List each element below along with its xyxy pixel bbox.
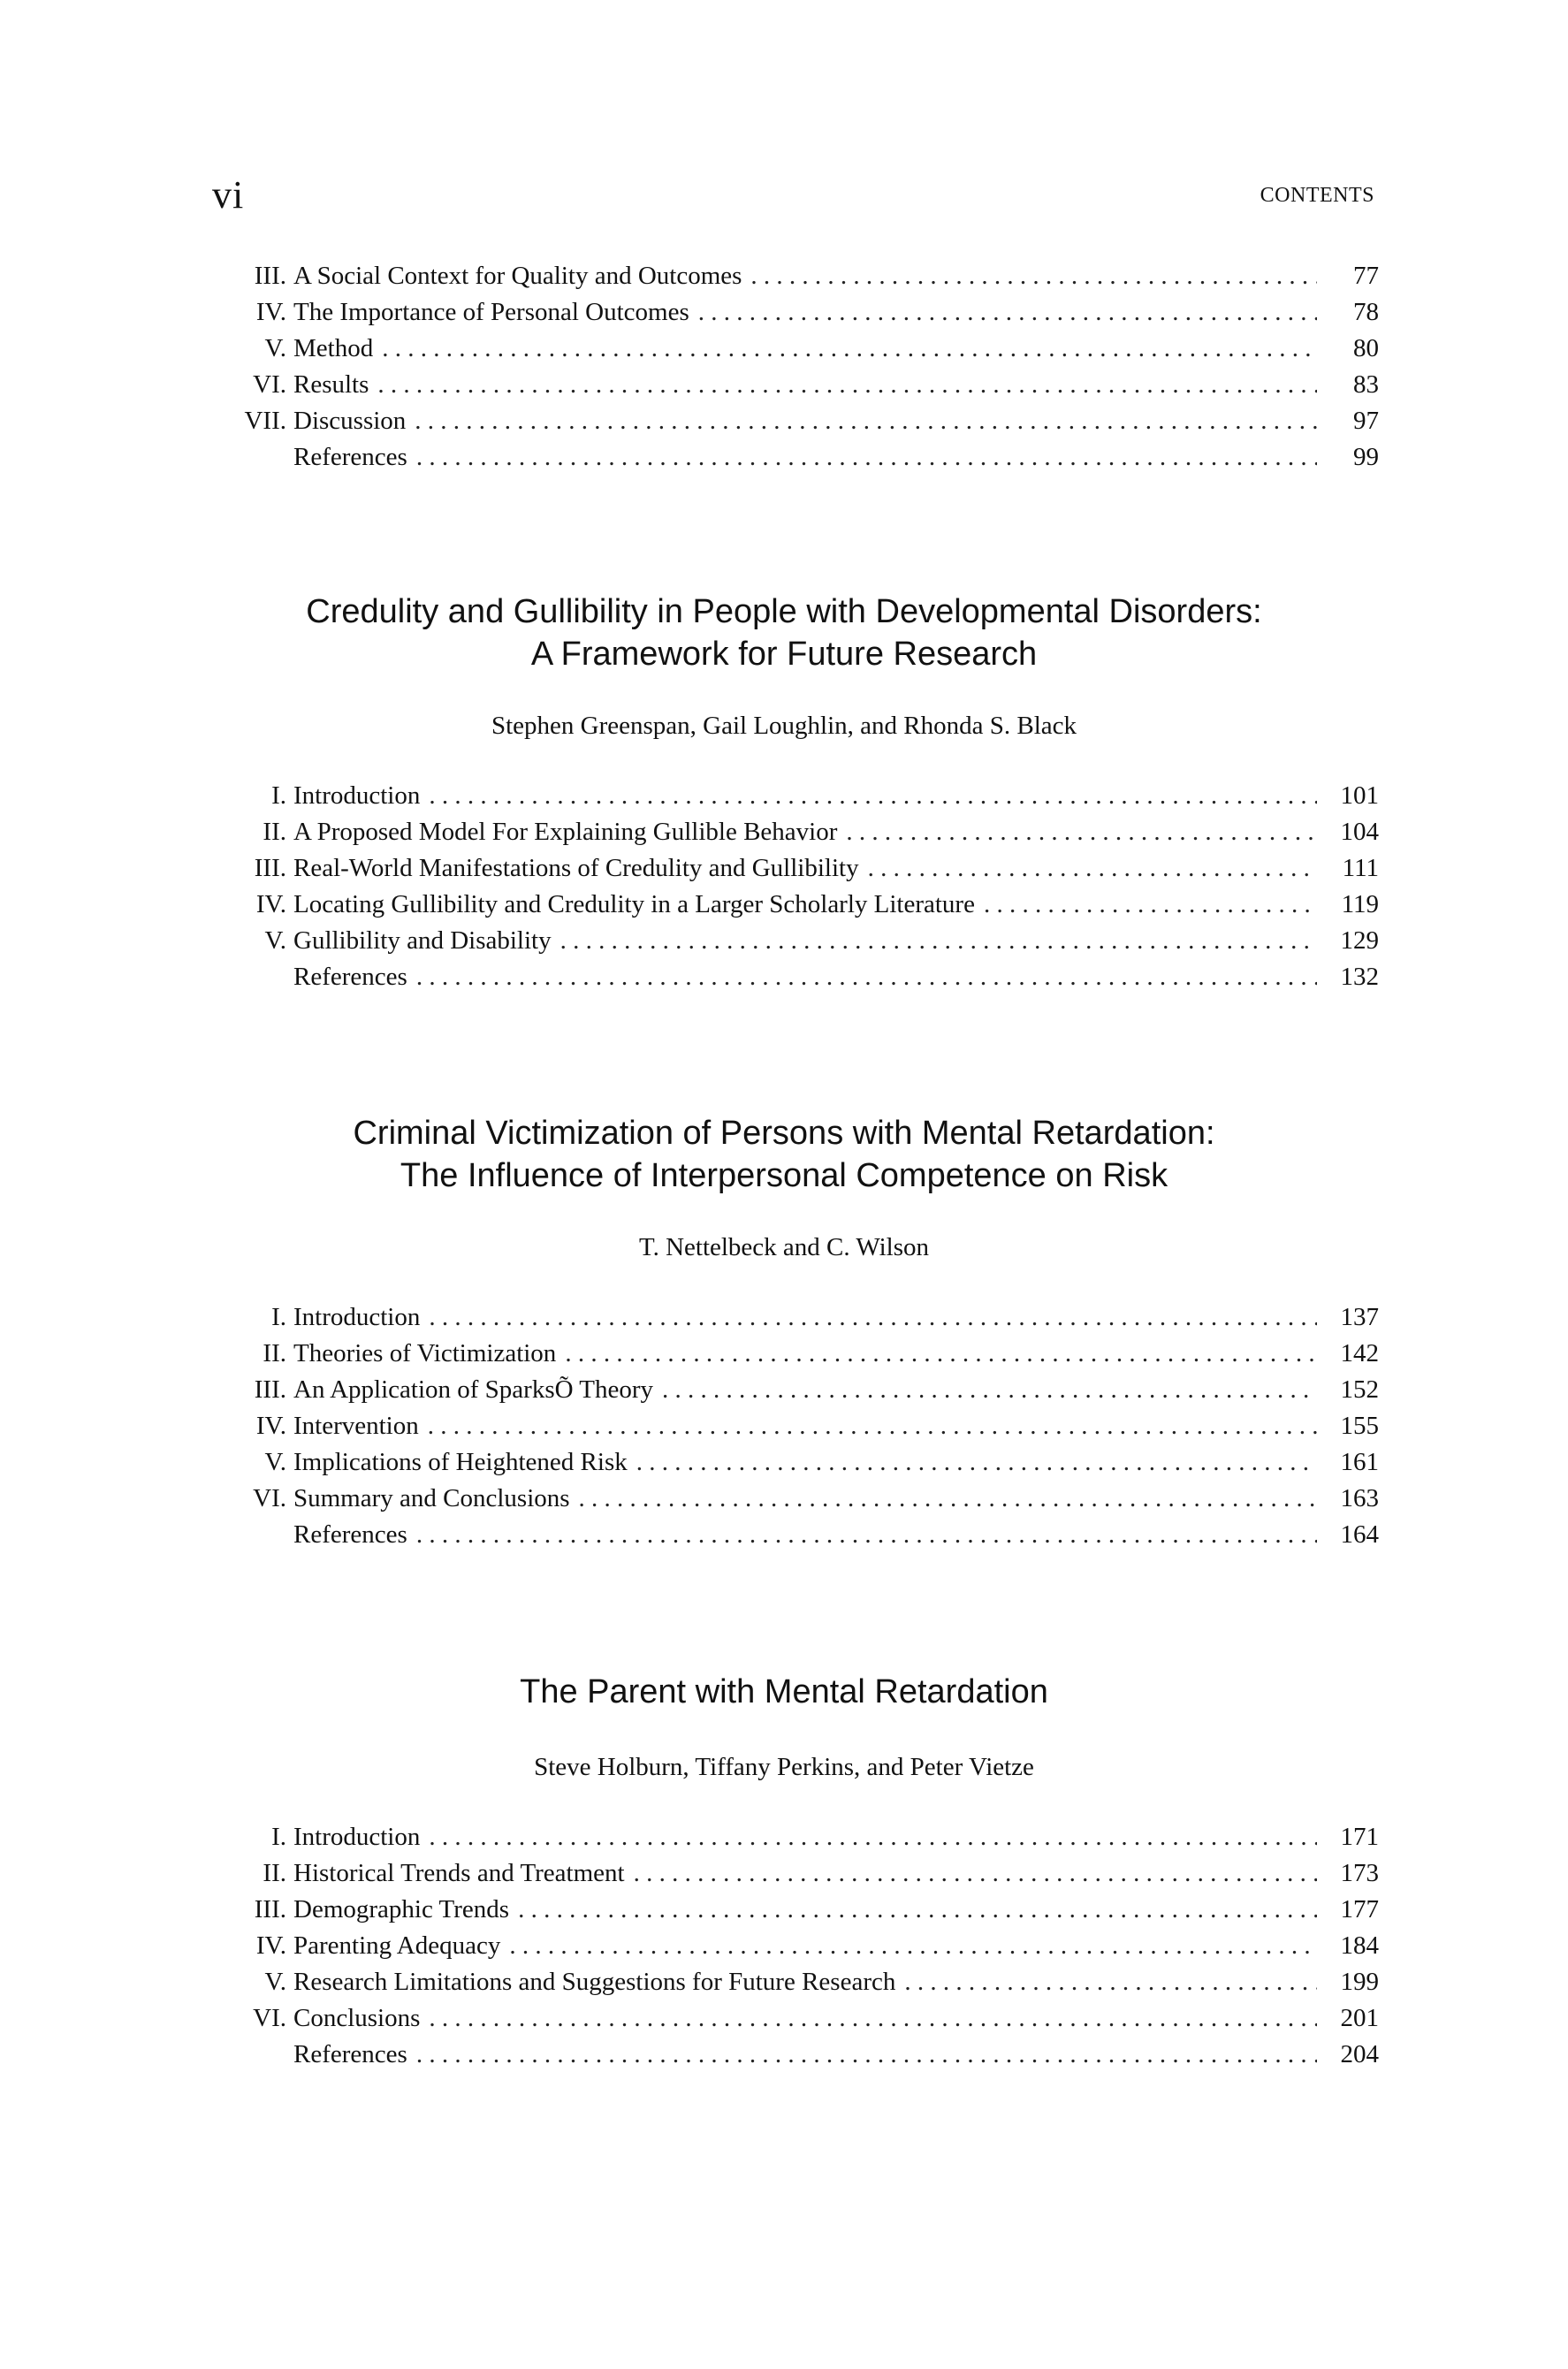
toc-chapter-2 — [230, 1299, 1379, 1553]
toc-leader-dots — [984, 887, 1317, 923]
toc-entry-title: Theories of Victimization — [293, 1339, 557, 1367]
toc-leader-dots — [415, 403, 1317, 439]
toc-entry — [230, 1372, 1379, 1408]
toc-entry-number: IV. — [255, 890, 286, 918]
toc-entry-page: 101 — [1340, 781, 1379, 810]
toc-entry-number: II. — [263, 1339, 286, 1367]
toc-entry-page: 99 — [1353, 443, 1379, 471]
toc-entry — [230, 1444, 1379, 1481]
chapter-title — [0, 590, 1568, 675]
toc-entry-title: References — [293, 443, 407, 471]
chapter-authors: T. Nettelbeck and C. Wilson — [639, 1233, 929, 1261]
chapter-title-line: The Influence of Interpersonal Competence on Risk — [400, 1157, 1168, 1194]
toc-leader-dots — [429, 778, 1317, 814]
toc-entry-number: VII. — [244, 407, 286, 435]
toc-entry-page: 97 — [1353, 407, 1379, 435]
toc-entry-number: II. — [263, 818, 286, 846]
toc-entry-title: Locating Gullibility and Credulity in a Larger Scholarly Literature — [293, 890, 975, 918]
toc-continued-section — [230, 258, 1379, 476]
toc-entry-title: Demographic Trends — [293, 1895, 510, 1923]
toc-entry-page: 199 — [1340, 1968, 1379, 1996]
running-head: CONTENTS — [1260, 184, 1374, 207]
toc-entry — [230, 1299, 1379, 1336]
toc-entry-page: 164 — [1340, 1520, 1379, 1549]
toc-entry-page: 184 — [1340, 1931, 1379, 1960]
toc-entry-number: VI. — [253, 1484, 286, 1512]
toc-entry — [230, 1517, 1379, 1553]
toc-leader-dots — [428, 1408, 1317, 1444]
toc-entry — [230, 887, 1379, 923]
toc-entry — [230, 439, 1379, 476]
toc-leader-dots — [868, 850, 1317, 887]
toc-entry-title: Conclusions — [293, 2004, 421, 2032]
toc-entry-page: 155 — [1340, 1412, 1379, 1440]
toc-entry-page: 171 — [1340, 1823, 1379, 1851]
toc-entry-title: A Social Context for Quality and Outcomes — [293, 262, 742, 290]
toc-entry — [230, 1336, 1379, 1372]
toc-entry — [230, 778, 1379, 814]
toc-entry — [230, 1964, 1379, 2000]
toc-entry-title: An Application of SparksÕ Theory — [293, 1375, 654, 1404]
toc-entry — [230, 959, 1379, 995]
toc-entry-number: I. — [271, 781, 286, 810]
toc-entry-page: 163 — [1340, 1484, 1379, 1512]
toc-leader-dots — [429, 1299, 1317, 1336]
toc-entry-number: V. — [264, 334, 286, 362]
toc-entry-page: 161 — [1340, 1448, 1379, 1476]
toc-leader-dots — [416, 439, 1317, 476]
toc-entry — [230, 850, 1379, 887]
toc-entry-number: III. — [254, 1375, 286, 1404]
toc-entry-number: IV. — [255, 1931, 286, 1960]
toc-entry-page: 83 — [1353, 370, 1379, 399]
toc-entry-number: VI. — [253, 370, 286, 399]
toc-entry-number: V. — [264, 1448, 286, 1476]
toc-entry — [230, 1928, 1379, 1964]
toc-entry — [230, 258, 1379, 294]
toc-entry-title: References — [293, 963, 407, 991]
toc-entry-number: III. — [254, 262, 286, 290]
toc-entry — [230, 331, 1379, 367]
toc-entry-page: 204 — [1340, 2040, 1379, 2068]
toc-entry-page: 80 — [1353, 334, 1379, 362]
toc-entry-title: A Proposed Model For Explaining Gullible Behavior — [293, 818, 838, 846]
toc-leader-dots — [382, 331, 1317, 367]
chapter-title-line: The Parent with Mental Retardation — [520, 1673, 1048, 1710]
toc-entry — [230, 1819, 1379, 1855]
toc-leader-dots — [634, 1855, 1317, 1892]
toc-chapter-1 — [230, 778, 1379, 995]
toc-entry-page: 132 — [1340, 963, 1379, 991]
toc-entry-title: Historical Trends and Treatment — [293, 1859, 625, 1887]
toc-entry — [230, 1855, 1379, 1892]
chapter-title-line: Credulity and Gullibility in People with Developmental Disorders: — [306, 593, 1262, 630]
toc-entry-title: Results — [293, 370, 369, 399]
toc-entry-number: V. — [264, 1968, 286, 1996]
toc-leader-dots — [377, 367, 1317, 403]
toc-entry-page: 137 — [1340, 1303, 1379, 1331]
toc-entry-title: Research Limitations and Suggestions for Future Research — [293, 1968, 896, 1996]
toc-entry-page: 119 — [1341, 890, 1379, 918]
toc-entry-number: I. — [271, 1303, 286, 1331]
chapter-title-line: A Framework for Future Research — [530, 636, 1038, 673]
toc-leader-dots — [636, 1444, 1317, 1481]
toc-entry-number: VI. — [253, 2004, 286, 2032]
toc-entry-title: References — [293, 1520, 407, 1549]
toc-entry-page: 201 — [1340, 2004, 1379, 2032]
toc-entry-page: 142 — [1340, 1339, 1379, 1367]
toc-entry — [230, 367, 1379, 403]
toc-entry-title: References — [293, 2040, 407, 2068]
toc-leader-dots — [509, 1928, 1317, 1964]
toc-entry-page: 78 — [1353, 298, 1379, 326]
toc-entry-title: Discussion — [293, 407, 407, 435]
toc-entry-title: Summary and Conclusions — [293, 1484, 570, 1512]
toc-entry-title: Parenting Adequacy — [293, 1931, 501, 1960]
toc-entry — [230, 403, 1379, 439]
toc-leader-dots — [560, 923, 1317, 959]
toc-entry-title: Introduction — [293, 781, 421, 810]
toc-entry — [230, 923, 1379, 959]
toc-leader-dots — [904, 1964, 1317, 2000]
toc-entry — [230, 2000, 1379, 2037]
toc-leader-dots — [662, 1372, 1317, 1408]
toc-entry-page: 129 — [1340, 926, 1379, 955]
toc-entry-title: Gullibility and Disability — [293, 926, 552, 955]
chapter-title — [0, 1112, 1568, 1197]
toc-leader-dots — [429, 2000, 1317, 2037]
toc-entry-page: 152 — [1340, 1375, 1379, 1404]
toc-entry-title: Method — [293, 334, 374, 362]
toc-entry — [230, 1408, 1379, 1444]
toc-leader-dots — [750, 258, 1317, 294]
toc-leader-dots — [416, 959, 1317, 995]
toc-entry — [230, 814, 1379, 850]
chapter-title — [0, 1671, 1568, 1713]
toc-leader-dots — [518, 1892, 1317, 1928]
toc-entry-page: 173 — [1340, 1859, 1379, 1887]
toc-entry-number: IV. — [255, 298, 286, 326]
toc-entry-title: Real-World Manifestations of Credulity and Gullibility — [293, 854, 859, 882]
toc-leader-dots — [565, 1336, 1317, 1372]
toc-entry-page: 77 — [1353, 262, 1379, 290]
toc-entry — [230, 2037, 1379, 2073]
toc-leader-dots — [579, 1481, 1317, 1517]
toc-entry-number: III. — [254, 1895, 286, 1923]
page-number: vi — [212, 173, 245, 217]
toc-leader-dots — [416, 1517, 1317, 1553]
toc-entry-title: Introduction — [293, 1823, 421, 1851]
toc-entry-page: 104 — [1340, 818, 1379, 846]
toc-entry-title: Implications of Heightened Risk — [293, 1448, 628, 1476]
toc-entry-number: I. — [271, 1823, 286, 1851]
toc-entry-page: 111 — [1342, 854, 1379, 882]
toc-leader-dots — [416, 2037, 1317, 2073]
toc-entry-title: The Importance of Personal Outcomes — [293, 298, 689, 326]
toc-entry — [230, 1892, 1379, 1928]
toc-entry-number: V. — [264, 926, 286, 955]
toc-chapter-3 — [230, 1819, 1379, 2073]
toc-entry-number: III. — [254, 854, 286, 882]
toc-entry-title: Intervention — [293, 1412, 419, 1440]
chapter-authors: Steve Holburn, Tiffany Perkins, and Peter Vietze — [534, 1753, 1034, 1781]
chapter-authors: Stephen Greenspan, Gail Loughlin, and Rhonda S. Black — [491, 712, 1077, 740]
toc-leader-dots — [429, 1819, 1317, 1855]
chapter-title-line: Criminal Victimization of Persons with Mental Retardation: — [353, 1115, 1215, 1152]
toc-entry — [230, 294, 1379, 331]
toc-entry-number: IV. — [255, 1412, 286, 1440]
toc-entry-page: 177 — [1340, 1895, 1379, 1923]
toc-leader-dots — [698, 294, 1317, 331]
toc-entry-number: II. — [263, 1859, 286, 1887]
toc-entry — [230, 1481, 1379, 1517]
toc-entry-title: Introduction — [293, 1303, 421, 1331]
toc-leader-dots — [846, 814, 1317, 850]
